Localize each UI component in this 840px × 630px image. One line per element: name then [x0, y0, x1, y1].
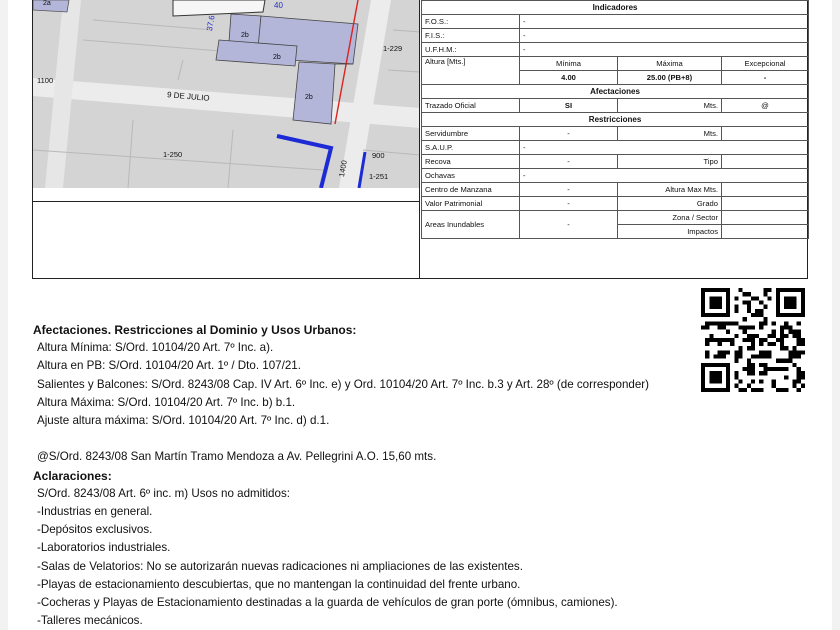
indicators-table: [421, 0, 808, 239]
indicators-title: Indicadores: [422, 1, 809, 15]
aclar-line: -Talleres mecánicos.: [37, 614, 143, 628]
col-minima: Mínima: [520, 57, 618, 71]
aclar-line: -Playas de estacionamiento descubiertas, que no mantengan la continuidad del frente urbano.: [37, 577, 521, 591]
recova-value: -: [520, 155, 618, 169]
recova-label: Recova: [422, 155, 520, 169]
ochavas-label: Ochavas: [422, 169, 520, 183]
servidumbre-value: -: [520, 127, 618, 141]
ufhm-value: -: [520, 43, 809, 57]
servidumbre-mts: Mts.: [618, 127, 722, 141]
servidumbre-label: Servidumbre: [422, 127, 520, 141]
valor-label: Valor Patrimonial: [422, 197, 520, 211]
fos-label: F.O.S.:: [422, 15, 520, 29]
col-maxima: Máxima: [618, 57, 722, 71]
afectaciones-heading: Afectaciones. Restricciones al Dominio y Usos Urbanos:: [33, 323, 357, 337]
trazado-value: SI: [520, 99, 618, 113]
map-label-2b-a: 2b: [241, 32, 249, 39]
note-line: @S/Ord. 8243/08 San Martín Tramo Mendoza a Av. Pellegrini A.O. 15,60 mts.: [37, 450, 437, 464]
map-notes-box: [33, 201, 420, 278]
afect-line: Altura Máxima: S/Ord. 10104/20 Art. 7º Inc. b) b.1.: [37, 395, 296, 409]
document-body: [33, 321, 733, 630]
fis-value: -: [520, 29, 809, 43]
areas-value: -: [520, 211, 618, 239]
ochavas-value: -: [520, 169, 809, 183]
altura-label: Altura [Mts.]: [422, 57, 520, 85]
centro-label: Centro de Manzana: [422, 183, 520, 197]
map-label-2a: 2a: [43, 0, 51, 7]
map-label-1-229: 1-229: [383, 44, 403, 53]
map-label-1-251: 1-251: [369, 172, 389, 181]
zona-label: Zona / Sector: [618, 211, 722, 225]
map-gap: [33, 188, 420, 201]
centro-value: -: [520, 183, 618, 197]
impactos-label: Impactos: [618, 225, 722, 239]
aclar-line: -Cocheras y Playas de Estacionamiento destinadas a la guarda de vehículos de gran porte (ómnibus, camiones).: [37, 596, 618, 610]
afect-line: Salientes y Balcones: S/Ord. 8243/08 Cap. IV Art. 6º Inc. e) y Ord. 10104/20 Art. 7º Inc. b.3 y Art. 28º (de corresponder): [37, 377, 650, 391]
street-name-label: 9 DE JULIO: [166, 90, 210, 103]
map-label-40: 40: [274, 1, 283, 10]
valor-value: -: [520, 197, 618, 211]
val-maxima: 25.00 (PB+8): [618, 71, 722, 85]
info-frame: [32, 0, 808, 279]
map-drawing: [33, 0, 420, 188]
saup-value: -: [520, 141, 809, 155]
parcel-map: [33, 0, 420, 188]
afectaciones-title: Afectaciones: [422, 85, 809, 99]
val-minima: 4.00: [520, 71, 618, 85]
restricciones-title: Restricciones: [422, 113, 809, 127]
document-sheet: [8, 0, 832, 630]
saup-label: S.A.U.P.: [422, 141, 520, 155]
aclaraciones-heading: Aclaraciones:: [33, 468, 112, 483]
trazado-label: Trazado Oficial: [422, 99, 520, 113]
areas-label: Areas Inundables: [422, 211, 520, 239]
map-label-2b-b: 2b: [273, 54, 281, 61]
col-excepcional: Excepcional: [722, 57, 809, 71]
map-label-1-250: 1-250: [163, 150, 183, 159]
tipo-label: Tipo: [618, 155, 722, 169]
map-label-2b-c: 2b: [305, 94, 313, 101]
afect-line: Altura en PB: S/Ord. 10104/20 Art. 1º / Dto. 107/21.: [37, 359, 301, 373]
ufhm-label: U.F.H.M.:: [422, 43, 520, 57]
map-label-1100: 1100: [37, 76, 54, 85]
aclar-line: -Laboratorios industriales.: [37, 541, 171, 555]
trazado-mts-value: @: [722, 99, 809, 113]
aclar-line: -Salas de Velatorios: No se autorizarán nuevas radicaciones ni ampliaciones de las existentes.: [37, 559, 523, 573]
trazado-mts-label: Mts.: [618, 99, 722, 113]
aclar-line: -Industrias en general.: [37, 505, 153, 519]
afect-line: Altura Mínima: S/Ord. 10104/20 Art. 7º Inc. a).: [37, 341, 274, 355]
spacer: [33, 430, 733, 448]
map-label-1400: 1400: [337, 159, 349, 178]
aclar-line: -Depósitos exclusivos.: [37, 523, 153, 537]
fos-value: -: [520, 15, 809, 29]
grado-label: Grado: [618, 197, 722, 211]
aclar-line: S/Ord. 8243/08 Art. 6º inc. m) Usos no admitidos:: [37, 486, 290, 500]
altura-max-label: Altura Max Mts.: [618, 183, 722, 197]
fis-label: F.I.S.:: [422, 29, 520, 43]
val-excepcional: -: [722, 71, 809, 85]
map-label-37-6: 37.6: [205, 14, 217, 32]
afect-line: Ajuste altura máxima: S/Ord. 10104/20 Art. 7º Inc. d) d.1.: [37, 414, 330, 428]
map-label-900: 900: [372, 151, 385, 160]
